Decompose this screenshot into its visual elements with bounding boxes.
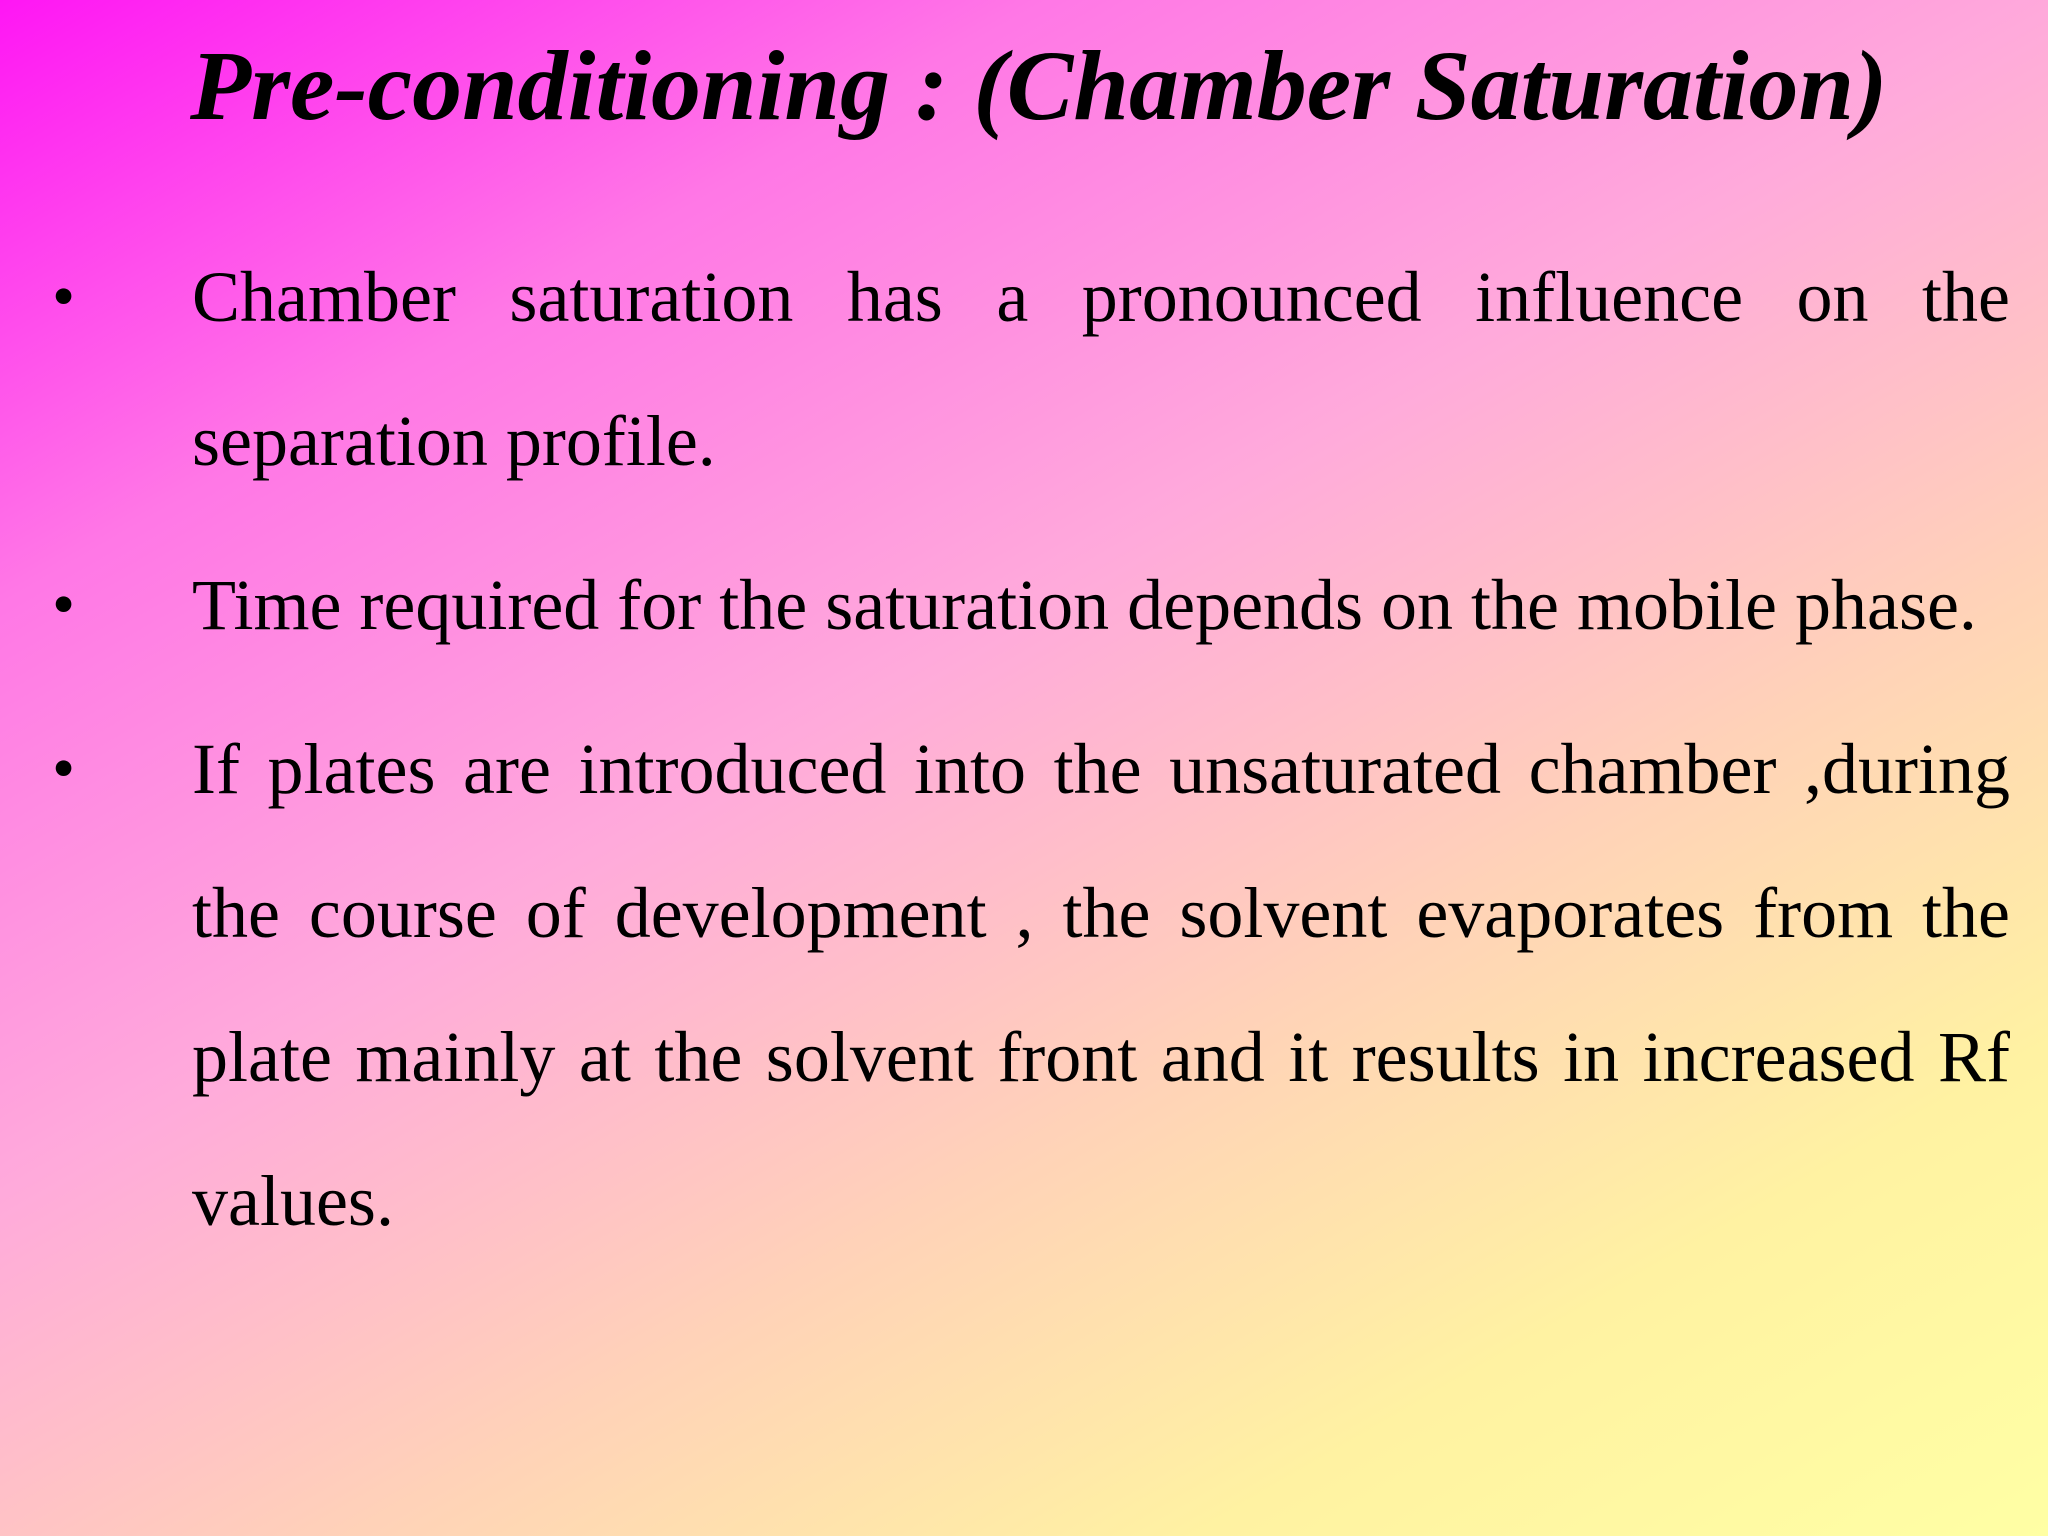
bullet-item bbox=[0, 697, 2048, 1273]
bullet-icon: • bbox=[52, 260, 76, 333]
bullet-text: Chamber saturation has a pronounced influence on the separation profile. bbox=[192, 257, 2010, 481]
bullet-item bbox=[0, 225, 2048, 513]
bullet-text: If plates are introduced into the unsaturated chamber ,during the course of development , the solvent evaporates from the plate mainly at the solvent front and it results in increased Rf values. bbox=[192, 729, 2010, 1241]
slide-title: Pre-conditioning : (Chamber Saturation) bbox=[190, 30, 1888, 141]
bullet-list bbox=[0, 225, 2048, 1293]
bullet-icon: • bbox=[52, 568, 76, 641]
bullet-item bbox=[0, 533, 2048, 677]
bullet-icon: • bbox=[52, 732, 76, 805]
bullet-text: Time required for the saturation depends on the mobile phase. bbox=[192, 565, 1977, 645]
